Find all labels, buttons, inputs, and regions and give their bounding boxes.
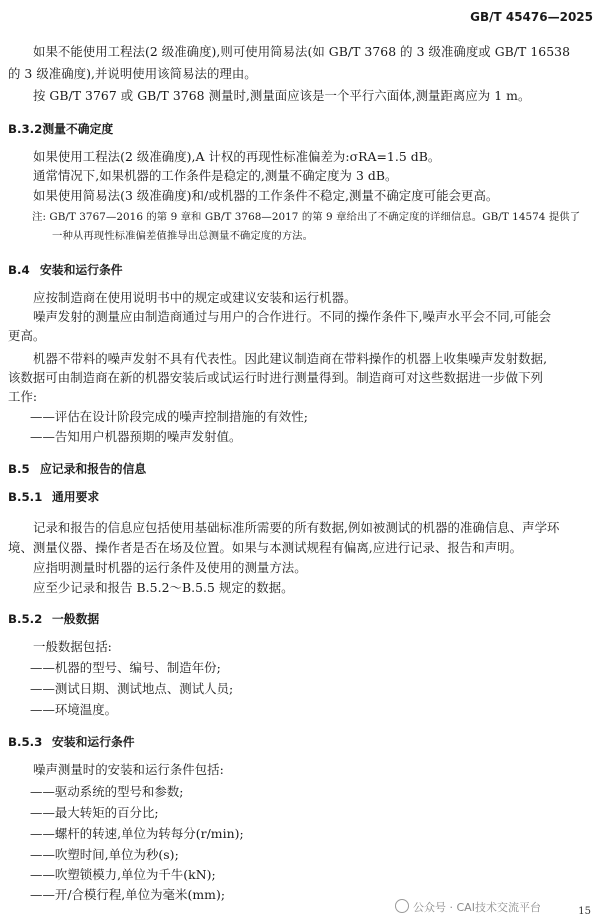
watermark-text: 公众号 · CAI技术交流平台 xyxy=(413,901,541,914)
section-heading-b4 xyxy=(8,262,123,278)
section-heading-b51 xyxy=(8,489,99,505)
section-title: 应记录和报告的信息 xyxy=(40,462,147,476)
paragraph-line: 该数据可由制造商在新的机器安装后或试运行时进行测量得到。制造商可对这些数据进一步做下列 xyxy=(8,370,543,385)
section-title: 测量不确定度 xyxy=(42,122,114,136)
watermark xyxy=(395,899,541,915)
list-item: ——吹塑锁模力,单位为千牛(kN); xyxy=(30,867,216,882)
list-item: ——最大转矩的百分比; xyxy=(30,805,159,820)
section-number: B.5.2 xyxy=(8,612,43,626)
section-number: B.5.3 xyxy=(8,735,43,749)
paragraph-line: 一般数据包括: xyxy=(33,639,112,654)
paragraph-line: 如果使用工程法(2 级准确度),A 计权的再现性标准偏差为:σRA=1.5 dB。 xyxy=(33,149,441,164)
paragraph-line: 如果使用简易法(3 级准确度)和/或机器的工作条件不稳定,测量不确定度可能会更高。 xyxy=(33,188,499,203)
wechat-icon xyxy=(395,899,409,913)
list-item: ——环境温度。 xyxy=(30,702,118,717)
paragraph-line: 应至少记录和报告 B.5.2～B.5.5 规定的数据。 xyxy=(33,580,294,595)
paragraph-line: 通常情况下,如果机器的工作条件是稳定的,测量不确定度为 3 dB。 xyxy=(33,168,398,183)
list-item: ——吹塑时间,单位为秒(s); xyxy=(30,847,179,862)
section-heading-b32 xyxy=(8,121,113,137)
list-item: ——机器的型号、编号、制造年份; xyxy=(30,660,221,675)
paragraph-line: 工作: xyxy=(8,389,38,404)
note-line: 一种从再现性标准偏差值推导出总测量不确定度的方法。 xyxy=(52,230,314,242)
list-item: ——螺杆的转速,单位为转每分(r/min); xyxy=(30,826,244,841)
section-number: B.3.2 xyxy=(8,122,43,136)
section-title: 安装和运行条件 xyxy=(52,735,135,749)
list-item: ——评估在设计阶段完成的噪声控制措施的有效性; xyxy=(30,409,308,424)
note-line: 注: GB/T 3767—2016 的第 9 章和 GB/T 3768—2017 的第 9 章给出了不确定度的详细信息。GB/T 14574 提供了 xyxy=(32,211,581,223)
paragraph-line: 更高。 xyxy=(8,328,46,343)
paragraph-line: 按 GB/T 3767 或 GB/T 3768 测量时,测量面应该是一个平行六面体,测量距离应为 1 m。 xyxy=(33,88,531,103)
paragraph-line: 如果不能使用工程法(2 级准确度),则可使用简易法(如 GB/T 3768 的 3 级准确度或 GB/T 16538 xyxy=(33,44,570,59)
section-heading-b5 xyxy=(8,461,146,477)
section-number: B.4 xyxy=(8,263,30,277)
list-item: ——告知用户机器预期的噪声发射值。 xyxy=(30,429,242,444)
section-heading-b52 xyxy=(8,611,99,627)
section-title: 安装和运行条件 xyxy=(40,263,123,277)
section-title: 一般数据 xyxy=(52,612,100,626)
standard-number: GB/T 45476—2025 xyxy=(470,10,593,24)
paragraph-line: 应指明测量时机器的运行条件及使用的测量方法。 xyxy=(33,560,307,575)
list-item: ——驱动系统的型号和参数; xyxy=(30,784,184,799)
paragraph-line: 的 3 级准确度),并说明使用该简易法的理由。 xyxy=(8,66,257,81)
page-number: 15 xyxy=(578,906,591,917)
list-item: ——测试日期、测试地点、测试人员; xyxy=(30,681,234,696)
section-heading-b53 xyxy=(8,734,135,750)
paragraph-line: 境、测量仪器、操作者是否在场及位置。如果与本测试规程有偏离,应进行记录、报告和声明。 xyxy=(8,540,523,555)
section-number: B.5 xyxy=(8,462,30,476)
paragraph-line: 应按制造商在使用说明书中的规定或建议安装和运行机器。 xyxy=(33,290,357,305)
list-item: ——开/合模行程,单位为毫米(mm); xyxy=(30,887,226,902)
section-title: 通用要求 xyxy=(52,490,100,504)
paragraph-line: 噪声测量时的安装和运行条件包括: xyxy=(33,762,224,777)
paragraph-line: 机器不带料的噪声发射不具有代表性。因此建议制造商在带料操作的机器上收集噪声发射数据, xyxy=(33,351,548,366)
paragraph-line: 噪声发射的测量应由制造商通过与用户的合作进行。不同的操作条件下,噪声水平会不同,可能会 xyxy=(33,309,552,324)
paragraph-line: 记录和报告的信息应包括使用基础标准所需要的所有数据,例如被测试的机器的准确信息、声学环 xyxy=(33,520,560,535)
section-number: B.5.1 xyxy=(8,490,43,504)
